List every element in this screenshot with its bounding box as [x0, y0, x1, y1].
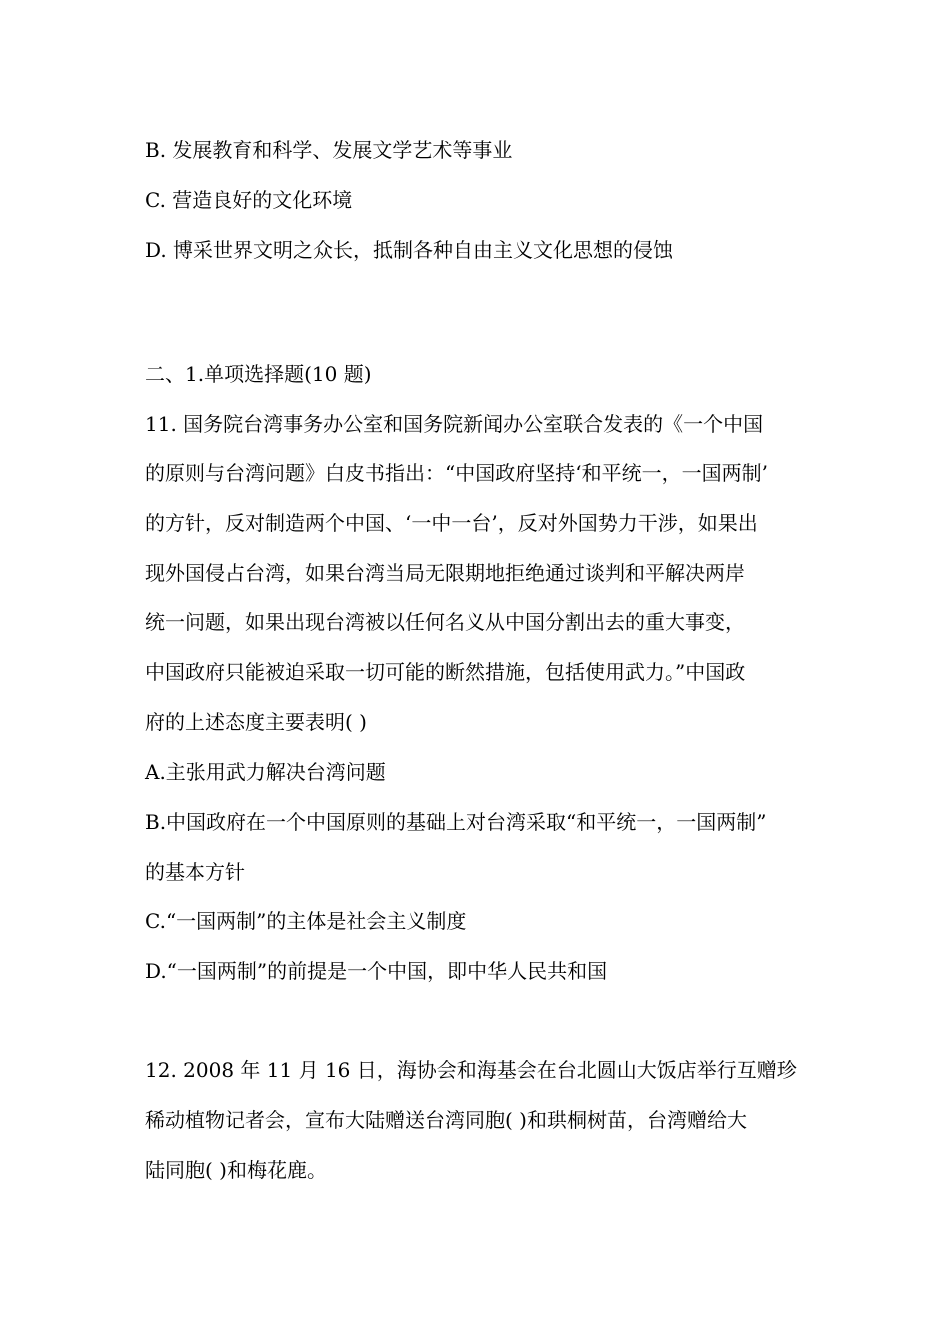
option-d-text: D. 博采世界文明之众长，抵制各种自由主义文化思想的侵蚀	[145, 238, 674, 262]
option-b-text: B. 发展教育和科学、发展文学艺术等事业	[145, 138, 513, 162]
question-stem-line: 陆同胞( )和梅花鹿。	[145, 1158, 327, 1182]
question-stem-line: 现外国侵占台湾，如果台湾当局无限期地拒绝通过谈判和平解决两岸	[145, 561, 745, 585]
option-b-text: B.中国政府在一个中国原则的基础上对台湾采取“和平统一，一国两制”	[145, 810, 767, 834]
option-d-text: D.“一国两制”的前提是一个中国，即中华人民共和国	[145, 959, 608, 983]
question-stem-line: 统一问题，如果出现台湾被以任何名义从中国分割出去的重大事变，	[145, 610, 745, 634]
question-stem-line: 12. 2008 年 11 月 16 日，海协会和海基会在台北圆山大饭店举行互赠珍	[145, 1058, 797, 1082]
question-stem-line: 稀动植物记者会，宣布大陆赠送台湾同胞( )和珙桐树苗，台湾赠给大	[145, 1108, 747, 1132]
section-heading: 二、1.单项选择题(10 题)	[145, 362, 372, 386]
option-a-text: A.主张用武力解决台湾问题	[145, 760, 386, 784]
option-c-text: C. 营造良好的文化环境	[145, 188, 353, 212]
question-stem-line: 的方针，反对制造两个中国、‘一中一台’，反对外国势力干涉，如果出	[145, 511, 758, 535]
option-b-text-continued: 的基本方针	[145, 860, 245, 884]
question-stem-line: 府的上述态度主要表明( )	[145, 710, 367, 734]
question-stem-line: 中国政府只能被迫采取一切可能的断然措施，包括使用武力。”中国政	[145, 660, 746, 684]
question-stem-line: 11. 国务院台湾事务办公室和国务院新闻办公室联合发表的《一个中国	[145, 412, 764, 436]
question-stem-line: 的原则与台湾问题》白皮书指出：“中国政府坚持‘和平统一，一国两制’	[145, 461, 768, 485]
option-c-text: C.“一国两制”的主体是社会主义制度	[145, 909, 467, 933]
